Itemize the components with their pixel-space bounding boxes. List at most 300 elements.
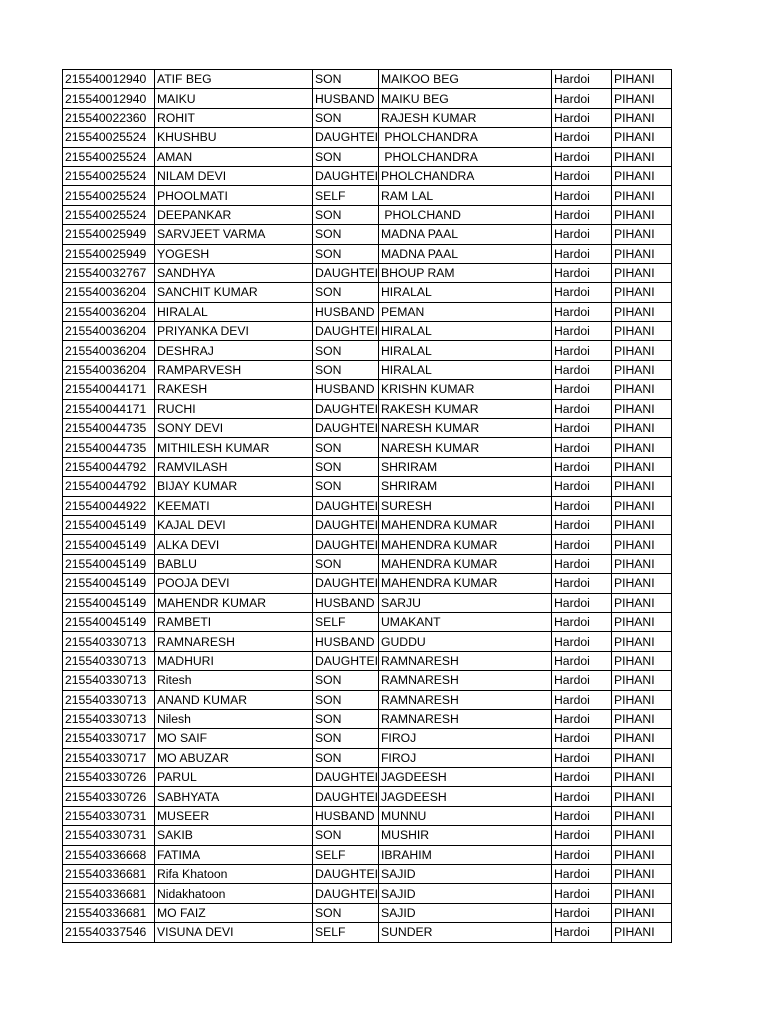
district-cell[interactable]: Hardoi: [551, 89, 611, 108]
guardian-cell[interactable]: RAJESH KUMAR: [378, 108, 551, 127]
relation-cell[interactable]: SON: [313, 477, 379, 496]
guardian-cell[interactable]: JAGDEESH: [378, 768, 551, 787]
relation-cell[interactable]: DAUGHTEI: [313, 787, 379, 806]
id-cell[interactable]: 215540330717: [63, 729, 155, 748]
block-cell[interactable]: PIHANI: [611, 225, 671, 244]
id-cell[interactable]: 215540045149: [63, 515, 155, 534]
table-row: [63, 826, 672, 845]
block-cell[interactable]: PIHANI: [611, 70, 671, 89]
table-row: [63, 515, 672, 534]
district-cell[interactable]: Hardoi: [551, 826, 611, 845]
relation-cell[interactable]: SON: [313, 671, 379, 690]
guardian-cell[interactable]: BHOUP RAM: [378, 263, 551, 282]
relation-cell[interactable]: SON: [313, 554, 379, 573]
district-cell[interactable]: Hardoi: [551, 205, 611, 224]
guardian-cell[interactable]: RAKESH KUMAR: [378, 399, 551, 418]
id-cell[interactable]: 215540330731: [63, 806, 155, 825]
guardian-cell[interactable]: MAIKU BEG: [378, 89, 551, 108]
name-cell[interactable]: BABLU: [155, 554, 313, 573]
table-row: [63, 845, 672, 864]
relation-cell[interactable]: SON: [313, 457, 379, 476]
district-cell[interactable]: Hardoi: [551, 166, 611, 185]
name-cell[interactable]: KHUSHBU: [155, 128, 313, 147]
name-cell[interactable]: RAKESH: [155, 380, 313, 399]
guardian-cell[interactable]: GUDDU: [378, 632, 551, 651]
table-row: [63, 166, 672, 185]
name-cell[interactable]: SABHYATA: [155, 787, 313, 806]
id-cell[interactable]: 215540032767: [63, 263, 155, 282]
relation-cell[interactable]: HUSBAND: [313, 302, 379, 321]
name-cell[interactable]: PHOOLMATI: [155, 186, 313, 205]
relation-cell[interactable]: SON: [313, 748, 379, 767]
block-cell[interactable]: PIHANI: [611, 244, 671, 263]
name-cell[interactable]: Nidakhatoon: [155, 884, 313, 903]
guardian-cell[interactable]: HIRALAL: [378, 283, 551, 302]
guardian-cell[interactable]: RAMNARESH: [378, 690, 551, 709]
district-cell[interactable]: Hardoi: [551, 593, 611, 612]
block-cell[interactable]: PIHANI: [611, 515, 671, 534]
block-cell[interactable]: PIHANI: [611, 380, 671, 399]
relation-cell[interactable]: DAUGHTEI: [313, 768, 379, 787]
name-cell[interactable]: YOGESH: [155, 244, 313, 263]
guardian-cell[interactable]: UMAKANT: [378, 612, 551, 631]
block-cell[interactable]: PIHANI: [611, 477, 671, 496]
district-cell[interactable]: Hardoi: [551, 709, 611, 728]
district-cell[interactable]: Hardoi: [551, 884, 611, 903]
block-cell[interactable]: PIHANI: [611, 865, 671, 884]
id-cell[interactable]: 215540044171: [63, 380, 155, 399]
district-cell[interactable]: Hardoi: [551, 651, 611, 670]
district-cell[interactable]: Hardoi: [551, 903, 611, 922]
block-cell[interactable]: PIHANI: [611, 845, 671, 864]
name-cell[interactable]: RAMBETI: [155, 612, 313, 631]
block-cell[interactable]: PIHANI: [611, 632, 671, 651]
district-cell[interactable]: Hardoi: [551, 341, 611, 360]
district-cell[interactable]: Hardoi: [551, 496, 611, 515]
district-cell[interactable]: Hardoi: [551, 225, 611, 244]
guardian-cell[interactable]: NARESH KUMAR: [378, 419, 551, 438]
block-cell[interactable]: PIHANI: [611, 826, 671, 845]
id-cell[interactable]: 215540036204: [63, 322, 155, 341]
name-cell[interactable]: SARVJEET VARMA: [155, 225, 313, 244]
block-cell[interactable]: PIHANI: [611, 147, 671, 166]
relation-cell[interactable]: DAUGHTEI: [313, 166, 379, 185]
id-cell[interactable]: 215540025524: [63, 147, 155, 166]
district-cell[interactable]: Hardoi: [551, 748, 611, 767]
block-cell[interactable]: PIHANI: [611, 496, 671, 515]
table-row: [63, 341, 672, 360]
district-cell[interactable]: Hardoi: [551, 302, 611, 321]
guardian-cell[interactable]: SURESH: [378, 496, 551, 515]
guardian-cell[interactable]: HIRALAL: [378, 322, 551, 341]
name-cell[interactable]: ROHIT: [155, 108, 313, 127]
relation-cell[interactable]: HUSBAND: [313, 89, 379, 108]
table-row: [63, 205, 672, 224]
id-cell[interactable]: 215540330713: [63, 709, 155, 728]
block-cell[interactable]: PIHANI: [611, 690, 671, 709]
spreadsheet-body: [63, 70, 672, 943]
guardian-cell[interactable]: MAHENDRA KUMAR: [378, 515, 551, 534]
guardian-cell[interactable]: HIRALAL: [378, 360, 551, 379]
name-cell[interactable]: SONY DEVI: [155, 419, 313, 438]
guardian-cell[interactable]: RAMNARESH: [378, 709, 551, 728]
id-cell[interactable]: 215540330717: [63, 748, 155, 767]
id-cell[interactable]: 215540022360: [63, 108, 155, 127]
district-cell[interactable]: Hardoi: [551, 671, 611, 690]
table-row: [63, 612, 672, 631]
district-cell[interactable]: Hardoi: [551, 574, 611, 593]
relation-cell[interactable]: DAUGHTEI: [313, 865, 379, 884]
guardian-cell[interactable]: PHOLCHAND: [378, 205, 551, 224]
district-cell[interactable]: Hardoi: [551, 70, 611, 89]
id-cell[interactable]: 215540044792: [63, 457, 155, 476]
relation-cell[interactable]: SON: [313, 903, 379, 922]
id-cell[interactable]: 215540036204: [63, 341, 155, 360]
block-cell[interactable]: PIHANI: [611, 903, 671, 922]
name-cell[interactable]: ALKA DEVI: [155, 535, 313, 554]
block-cell[interactable]: PIHANI: [611, 806, 671, 825]
district-cell[interactable]: Hardoi: [551, 263, 611, 282]
table-row: [63, 768, 672, 787]
block-cell[interactable]: PIHANI: [611, 554, 671, 573]
guardian-cell[interactable]: RAMNARESH: [378, 671, 551, 690]
guardian-cell[interactable]: JAGDEESH: [378, 787, 551, 806]
id-cell[interactable]: 215540025524: [63, 205, 155, 224]
guardian-cell[interactable]: MAIKOO BEG: [378, 70, 551, 89]
guardian-cell[interactable]: NARESH KUMAR: [378, 438, 551, 457]
block-cell[interactable]: PIHANI: [611, 574, 671, 593]
district-cell[interactable]: Hardoi: [551, 147, 611, 166]
table-row: [63, 70, 672, 89]
table-row: [63, 399, 672, 418]
block-cell[interactable]: PIHANI: [611, 399, 671, 418]
relation-cell[interactable]: DAUGHTEI: [313, 651, 379, 670]
district-cell[interactable]: Hardoi: [551, 477, 611, 496]
id-cell[interactable]: 215540045149: [63, 612, 155, 631]
table-row: [63, 671, 672, 690]
name-cell[interactable]: Ritesh: [155, 671, 313, 690]
id-cell[interactable]: 215540025949: [63, 225, 155, 244]
relation-cell[interactable]: SON: [313, 341, 379, 360]
relation-cell[interactable]: SON: [313, 283, 379, 302]
guardian-cell[interactable]: SHRIRAM: [378, 457, 551, 476]
guardian-cell[interactable]: PEMAN: [378, 302, 551, 321]
id-cell[interactable]: 215540036204: [63, 360, 155, 379]
table-row: [63, 244, 672, 263]
guardian-cell[interactable]: MAHENDRA KUMAR: [378, 535, 551, 554]
table-row: [63, 574, 672, 593]
block-cell[interactable]: PIHANI: [611, 186, 671, 205]
district-cell[interactable]: Hardoi: [551, 283, 611, 302]
block-cell[interactable]: PIHANI: [611, 457, 671, 476]
guardian-cell[interactable]: MAHENDRA KUMAR: [378, 574, 551, 593]
id-cell[interactable]: 215540336681: [63, 865, 155, 884]
block-cell[interactable]: PIHANI: [611, 748, 671, 767]
id-cell[interactable]: 215540336668: [63, 845, 155, 864]
table-row: [63, 186, 672, 205]
table-row: [63, 651, 672, 670]
id-cell[interactable]: 215540044735: [63, 419, 155, 438]
name-cell[interactable]: MADHURI: [155, 651, 313, 670]
id-cell[interactable]: 215540025524: [63, 186, 155, 205]
name-cell[interactable]: NILAM DEVI: [155, 166, 313, 185]
block-cell[interactable]: PIHANI: [611, 787, 671, 806]
id-cell[interactable]: 215540036204: [63, 302, 155, 321]
id-cell[interactable]: 215540025524: [63, 128, 155, 147]
name-cell[interactable]: ATIF BEG: [155, 70, 313, 89]
id-cell[interactable]: 215540330713: [63, 632, 155, 651]
id-cell[interactable]: 215540330713: [63, 651, 155, 670]
block-cell[interactable]: PIHANI: [611, 419, 671, 438]
block-cell[interactable]: PIHANI: [611, 768, 671, 787]
district-cell[interactable]: Hardoi: [551, 806, 611, 825]
id-cell[interactable]: 215540045149: [63, 554, 155, 573]
table-row: [63, 108, 672, 127]
district-cell[interactable]: Hardoi: [551, 632, 611, 651]
name-cell[interactable]: MAHENDR KUMAR: [155, 593, 313, 612]
district-cell[interactable]: Hardoi: [551, 419, 611, 438]
name-cell[interactable]: MO SAIF: [155, 729, 313, 748]
district-cell[interactable]: Hardoi: [551, 787, 611, 806]
guardian-cell[interactable]: SUNDER: [378, 923, 551, 942]
district-cell[interactable]: Hardoi: [551, 380, 611, 399]
relation-cell[interactable]: HUSBAND: [313, 380, 379, 399]
name-cell[interactable]: SANDHYA: [155, 263, 313, 282]
relation-cell[interactable]: SELF: [313, 845, 379, 864]
name-cell[interactable]: RAMVILASH: [155, 457, 313, 476]
name-cell[interactable]: MAIKU: [155, 89, 313, 108]
id-cell[interactable]: 215540337546: [63, 923, 155, 942]
name-cell[interactable]: MUSEER: [155, 806, 313, 825]
name-cell[interactable]: DEEPANKAR: [155, 205, 313, 224]
district-cell[interactable]: Hardoi: [551, 535, 611, 554]
name-cell[interactable]: MO ABUZAR: [155, 748, 313, 767]
guardian-cell[interactable]: SHRIRAM: [378, 477, 551, 496]
id-cell[interactable]: 215540045149: [63, 535, 155, 554]
guardian-cell[interactable]: KRISHN KUMAR: [378, 380, 551, 399]
district-cell[interactable]: Hardoi: [551, 845, 611, 864]
name-cell[interactable]: Rifa Khatoon: [155, 865, 313, 884]
id-cell[interactable]: 215540012940: [63, 89, 155, 108]
relation-cell[interactable]: DAUGHTEI: [313, 399, 379, 418]
relation-cell[interactable]: SON: [313, 147, 379, 166]
guardian-cell[interactable]: SARJU: [378, 593, 551, 612]
block-cell[interactable]: PIHANI: [611, 651, 671, 670]
relation-cell[interactable]: HUSBAND: [313, 632, 379, 651]
relation-cell[interactable]: SON: [313, 826, 379, 845]
relation-cell[interactable]: SON: [313, 360, 379, 379]
relation-cell[interactable]: SON: [313, 709, 379, 728]
id-cell[interactable]: 215540045149: [63, 574, 155, 593]
relation-cell[interactable]: SON: [313, 244, 379, 263]
guardian-cell[interactable]: MAHENDRA KUMAR: [378, 554, 551, 573]
name-cell[interactable]: VISUNA DEVI: [155, 923, 313, 942]
name-cell[interactable]: AMAN: [155, 147, 313, 166]
block-cell[interactable]: PIHANI: [611, 671, 671, 690]
name-cell[interactable]: PARUL: [155, 768, 313, 787]
district-cell[interactable]: Hardoi: [551, 399, 611, 418]
guardian-cell[interactable]: SAJID: [378, 865, 551, 884]
guardian-cell[interactable]: MADNA PAAL: [378, 225, 551, 244]
name-cell[interactable]: RUCHI: [155, 399, 313, 418]
name-cell[interactable]: DESHRAJ: [155, 341, 313, 360]
id-cell[interactable]: 215540025524: [63, 166, 155, 185]
block-cell[interactable]: PIHANI: [611, 923, 671, 942]
district-cell[interactable]: Hardoi: [551, 515, 611, 534]
district-cell[interactable]: Hardoi: [551, 322, 611, 341]
block-cell[interactable]: PIHANI: [611, 535, 671, 554]
relation-cell[interactable]: DAUGHTEI: [313, 496, 379, 515]
relation-cell[interactable]: SON: [313, 70, 379, 89]
table-row: [63, 729, 672, 748]
name-cell[interactable]: KAJAL DEVI: [155, 515, 313, 534]
block-cell[interactable]: PIHANI: [611, 108, 671, 127]
district-cell[interactable]: Hardoi: [551, 612, 611, 631]
guardian-cell[interactable]: HIRALAL: [378, 341, 551, 360]
name-cell[interactable]: MO FAIZ: [155, 903, 313, 922]
relation-cell[interactable]: HUSBAND: [313, 593, 379, 612]
name-cell[interactable]: HIRALAL: [155, 302, 313, 321]
district-cell[interactable]: Hardoi: [551, 923, 611, 942]
table-row: [63, 884, 672, 903]
name-cell[interactable]: MITHILESH KUMAR: [155, 438, 313, 457]
relation-cell[interactable]: SON: [313, 225, 379, 244]
guardian-cell[interactable]: MADNA PAAL: [378, 244, 551, 263]
name-cell[interactable]: FATIMA: [155, 845, 313, 864]
table-row: [63, 787, 672, 806]
block-cell[interactable]: PIHANI: [611, 128, 671, 147]
block-cell[interactable]: PIHANI: [611, 283, 671, 302]
name-cell[interactable]: BIJAY KUMAR: [155, 477, 313, 496]
guardian-cell[interactable]: FIROJ: [378, 748, 551, 767]
table-row: [63, 554, 672, 573]
block-cell[interactable]: PIHANI: [611, 593, 671, 612]
block-cell[interactable]: PIHANI: [611, 729, 671, 748]
district-cell[interactable]: Hardoi: [551, 438, 611, 457]
guardian-cell[interactable]: RAM LAL: [378, 186, 551, 205]
district-cell[interactable]: Hardoi: [551, 690, 611, 709]
id-cell[interactable]: 215540336681: [63, 903, 155, 922]
name-cell[interactable]: PRIYANKA DEVI: [155, 322, 313, 341]
id-cell[interactable]: 215540330731: [63, 826, 155, 845]
block-cell[interactable]: PIHANI: [611, 341, 671, 360]
id-cell[interactable]: 215540044922: [63, 496, 155, 515]
table-row: [63, 225, 672, 244]
guardian-cell[interactable]: SAJID: [378, 903, 551, 922]
district-cell[interactable]: Hardoi: [551, 360, 611, 379]
relation-cell[interactable]: DAUGHTEI: [313, 419, 379, 438]
block-cell[interactable]: PIHANI: [611, 709, 671, 728]
id-cell[interactable]: 215540330726: [63, 768, 155, 787]
id-cell[interactable]: 215540044171: [63, 399, 155, 418]
relation-cell[interactable]: SELF: [313, 186, 379, 205]
block-cell[interactable]: PIHANI: [611, 166, 671, 185]
relation-cell[interactable]: SELF: [313, 612, 379, 631]
district-cell[interactable]: Hardoi: [551, 186, 611, 205]
name-cell[interactable]: SANCHIT KUMAR: [155, 283, 313, 302]
relation-cell[interactable]: SON: [313, 205, 379, 224]
id-cell[interactable]: 215540330713: [63, 671, 155, 690]
guardian-cell[interactable]: SAJID: [378, 884, 551, 903]
table-row: [63, 690, 672, 709]
relation-cell[interactable]: SON: [313, 108, 379, 127]
name-cell[interactable]: POOJA DEVI: [155, 574, 313, 593]
relation-cell[interactable]: DAUGHTEI: [313, 128, 379, 147]
id-cell[interactable]: 215540044792: [63, 477, 155, 496]
guardian-cell[interactable]: FIROJ: [378, 729, 551, 748]
name-cell[interactable]: SAKIB: [155, 826, 313, 845]
relation-cell[interactable]: HUSBAND: [313, 806, 379, 825]
guardian-cell[interactable]: PHOLCHANDRA: [378, 166, 551, 185]
id-cell[interactable]: 215540336681: [63, 884, 155, 903]
relation-cell[interactable]: SON: [313, 729, 379, 748]
relation-cell[interactable]: DAUGHTEI: [313, 263, 379, 282]
id-cell[interactable]: 215540025949: [63, 244, 155, 263]
block-cell[interactable]: PIHANI: [611, 302, 671, 321]
id-cell[interactable]: 215540044735: [63, 438, 155, 457]
block-cell[interactable]: PIHANI: [611, 612, 671, 631]
id-cell[interactable]: 215540330713: [63, 690, 155, 709]
guardian-cell[interactable]: MUNNU: [378, 806, 551, 825]
table-row: [63, 263, 672, 282]
block-cell[interactable]: PIHANI: [611, 360, 671, 379]
district-cell[interactable]: Hardoi: [551, 554, 611, 573]
guardian-cell[interactable]: PHOLCHANDRA: [378, 128, 551, 147]
relation-cell[interactable]: SELF: [313, 923, 379, 942]
table-row: [63, 360, 672, 379]
name-cell[interactable]: KEEMATI: [155, 496, 313, 515]
block-cell[interactable]: PIHANI: [611, 322, 671, 341]
relation-cell[interactable]: DAUGHTEI: [313, 884, 379, 903]
district-cell[interactable]: Hardoi: [551, 244, 611, 263]
district-cell[interactable]: Hardoi: [551, 768, 611, 787]
district-cell[interactable]: Hardoi: [551, 108, 611, 127]
relation-cell[interactable]: SON: [313, 438, 379, 457]
block-cell[interactable]: PIHANI: [611, 438, 671, 457]
name-cell[interactable]: Nilesh: [155, 709, 313, 728]
spreadsheet-table: [62, 69, 672, 943]
district-cell[interactable]: Hardoi: [551, 128, 611, 147]
relation-cell[interactable]: SON: [313, 690, 379, 709]
guardian-cell[interactable]: MUSHIR: [378, 826, 551, 845]
block-cell[interactable]: PIHANI: [611, 884, 671, 903]
district-cell[interactable]: Hardoi: [551, 457, 611, 476]
guardian-cell[interactable]: PHOLCHANDRA: [378, 147, 551, 166]
name-cell[interactable]: RAMNARESH: [155, 632, 313, 651]
id-cell[interactable]: 215540012940: [63, 70, 155, 89]
guardian-cell[interactable]: IBRAHIM: [378, 845, 551, 864]
block-cell[interactable]: PIHANI: [611, 263, 671, 282]
relation-cell[interactable]: DAUGHTEI: [313, 574, 379, 593]
district-cell[interactable]: Hardoi: [551, 865, 611, 884]
table-row: [63, 419, 672, 438]
relation-cell[interactable]: DAUGHTEI: [313, 515, 379, 534]
guardian-cell[interactable]: RAMNARESH: [378, 651, 551, 670]
name-cell[interactable]: ANAND KUMAR: [155, 690, 313, 709]
table-row: [63, 128, 672, 147]
table-row: [63, 903, 672, 922]
id-cell[interactable]: 215540036204: [63, 283, 155, 302]
name-cell[interactable]: RAMPARVESH: [155, 360, 313, 379]
block-cell[interactable]: PIHANI: [611, 89, 671, 108]
table-row: [63, 477, 672, 496]
block-cell[interactable]: PIHANI: [611, 205, 671, 224]
id-cell[interactable]: 215540045149: [63, 593, 155, 612]
id-cell[interactable]: 215540330726: [63, 787, 155, 806]
district-cell[interactable]: Hardoi: [551, 729, 611, 748]
relation-cell[interactable]: DAUGHTEI: [313, 535, 379, 554]
relation-cell[interactable]: DAUGHTEI: [313, 322, 379, 341]
